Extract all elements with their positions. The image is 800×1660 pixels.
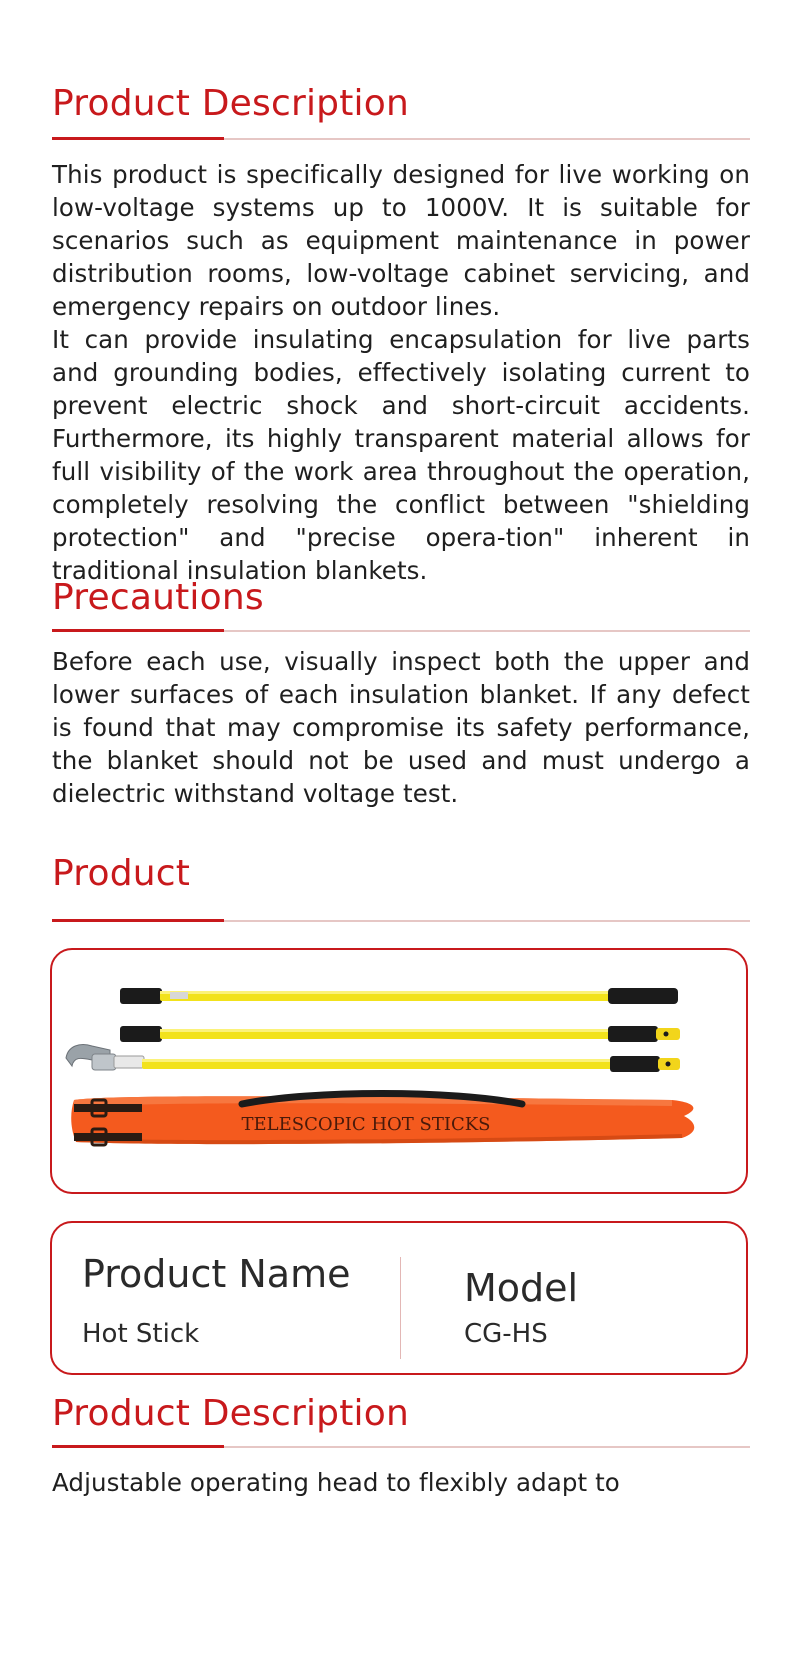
- product-name-value: Hot Stick: [82, 1319, 200, 1349]
- section-title-product: Product: [52, 853, 191, 894]
- description-paragraph: Adjustable operating head to flexibly adapt to: [52, 1468, 620, 1497]
- product-spec-card: [50, 1221, 748, 1375]
- section-title-product-description-2: Product Description: [52, 1393, 409, 1434]
- section-title-product-description: Product Description: [52, 83, 409, 124]
- hot-stick-storage-bag: [71, 1094, 694, 1146]
- hot-stick-segment: [120, 1026, 680, 1042]
- section-divider: [52, 920, 750, 922]
- hot-stick-segment: [66, 1045, 680, 1073]
- precautions-text: [52, 645, 750, 810]
- bag-label: TELESCOPIC HOT STICKS: [241, 1114, 491, 1135]
- section-divider: [52, 138, 750, 140]
- hot-stick-product-image: [52, 950, 746, 1192]
- section-title-precautions: Precautions: [52, 577, 264, 618]
- product-image-frame: [50, 948, 748, 1194]
- model-value: CG-HS: [464, 1319, 548, 1349]
- hot-stick-segment: [120, 988, 678, 1004]
- product-description-2-text: [52, 1466, 750, 1499]
- precautions-paragraph: Before each use, visually inspect both the upper and lower surfaces of each insulation blanket. If any defect is found that may compromise its safety performance, the blanket should not be used and must undergo a dielectric withstand voltage test.: [52, 647, 750, 808]
- product-name-label: Product Name: [82, 1252, 351, 1296]
- section-divider: [52, 1446, 750, 1448]
- description-paragraph: This product is specifically designed for live working on low-voltage systems up to 1000V. It is suitable for scenarios such as equipment maintenance in power distribution rooms, low-voltage cabinet servicing, and emergency repairs on outdoor lines.: [52, 160, 750, 321]
- spec-divider: [400, 1257, 401, 1359]
- model-label: Model: [464, 1266, 579, 1310]
- description-paragraph: It can provide insulating encapsulation for live parts and grounding bodies, effectively isolating current to prevent electric shock and short-circuit accidents. Furthermore, its highly transparent material allows for full visibility of the work area throughout the operation, completely resolving the conflict between "shielding protection" and "precise opera-tion" inherent in traditional insulation blankets.: [52, 325, 750, 585]
- product-description-text: [52, 158, 750, 587]
- section-divider: [52, 630, 750, 632]
